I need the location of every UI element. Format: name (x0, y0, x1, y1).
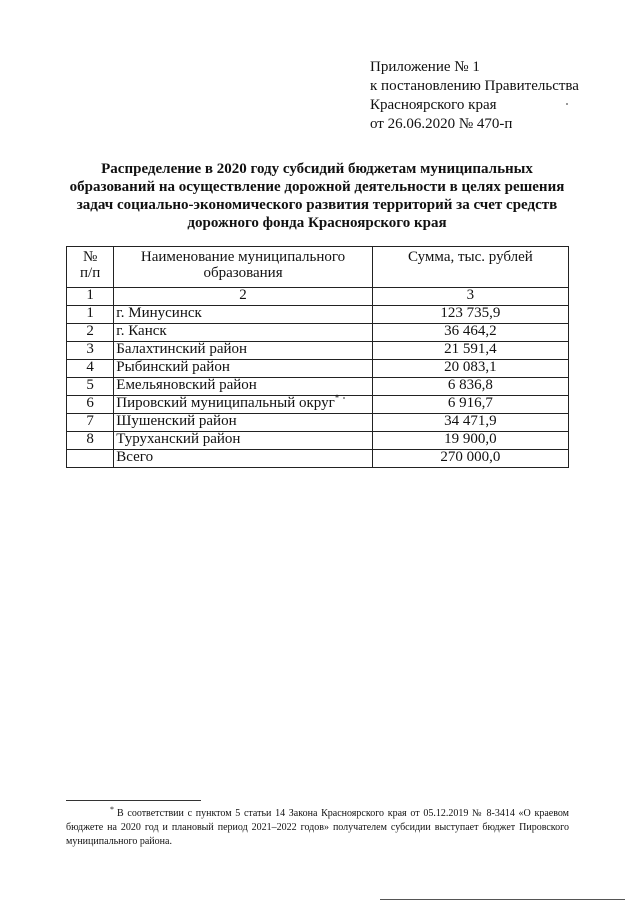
row-number: 5 (67, 378, 114, 396)
title-line-2: образований на осуществление дорожной деятельности в целях решения (69, 179, 565, 195)
table-row (67, 378, 569, 396)
row-name: Шушенский район (114, 414, 373, 432)
footnote-marker: * (334, 393, 340, 403)
subsidy-table (66, 246, 569, 468)
row-sum: 34 471,9 (372, 414, 568, 432)
row-number: 6 (67, 396, 114, 414)
title-line-3: задач социально-экономического развития территорий за счет средств (76, 197, 558, 213)
table-header-row (67, 247, 569, 288)
total-sum: 270 000,0 (372, 450, 568, 468)
title-line-4: дорожного фонда Красноярского края (187, 215, 447, 231)
column-number-row (67, 288, 569, 306)
header-number (67, 247, 114, 288)
row-sum: 36 464,2 (372, 324, 568, 342)
header-sum: Сумма, тыс. рублей (372, 247, 568, 288)
row-name: г. Канск (114, 324, 373, 342)
row-name-with-footnote (114, 393, 373, 414)
row-number: 4 (67, 360, 114, 378)
table-row (67, 324, 569, 342)
header-number-line1: № (82, 249, 98, 265)
appendix-date: от 26.06.2020 № 470-п (370, 116, 513, 132)
table-row (67, 396, 569, 414)
footnote (66, 804, 569, 849)
document-title (62, 160, 572, 232)
row-name: Пировский муниципальный округ (116, 395, 335, 411)
row-name: Емельяновский район (114, 378, 373, 396)
appendix-region: Красноярского края (370, 97, 497, 113)
row-sum: 6 836,8 (372, 378, 568, 396)
table-row (67, 342, 569, 360)
table-row (67, 414, 569, 432)
footnote-text: В соответствии с пунктом 5 статьи 14 Закона Красноярского края от 05.12.2019 № 8-3414 «О краевом бюджете на 2020 год и плановый период 2021–2022 годов» получателем субсидии выступает бюджет Пировского муниципального района. (66, 808, 569, 847)
row-name: г. Минусинск (114, 306, 373, 324)
scan-speck (343, 397, 345, 399)
row-sum: 21 591,4 (372, 342, 568, 360)
scan-speck (566, 103, 568, 105)
header-number-line2: п/п (80, 265, 101, 281)
header-name (114, 247, 373, 288)
total-number-cell (67, 450, 114, 468)
row-number: 1 (67, 306, 114, 324)
appendix-header (370, 58, 579, 134)
row-number: 3 (67, 342, 114, 360)
table-row (67, 306, 569, 324)
title-line-1: Распределение в 2020 году субсидий бюджетам муниципальных (101, 161, 533, 177)
row-sum: 19 900,0 (372, 432, 568, 450)
appendix-resolution: к постановлению Правительства (370, 78, 579, 94)
row-number: 8 (67, 432, 114, 450)
column-number: 2 (114, 288, 373, 306)
row-name: Балахтинский район (114, 342, 373, 360)
header-name-line1: Наименование муниципального (140, 249, 346, 265)
footnote-divider (66, 800, 201, 801)
row-number: 2 (67, 324, 114, 342)
row-sum: 20 083,1 (372, 360, 568, 378)
table-row (67, 360, 569, 378)
total-label: Всего (114, 450, 373, 468)
row-name: Туруханский район (114, 432, 373, 450)
column-number: 3 (372, 288, 568, 306)
footnote-marker: * (110, 804, 114, 814)
row-sum: 123 735,9 (372, 306, 568, 324)
column-number: 1 (67, 288, 114, 306)
row-name: Рыбинский район (114, 360, 373, 378)
scan-edge-line (380, 899, 625, 900)
row-sum: 6 916,7 (372, 396, 568, 414)
table-row (67, 432, 569, 450)
header-name-line2: образования (203, 265, 283, 281)
appendix-number: Приложение № 1 (370, 59, 480, 75)
total-row (67, 450, 569, 468)
row-number: 7 (67, 414, 114, 432)
